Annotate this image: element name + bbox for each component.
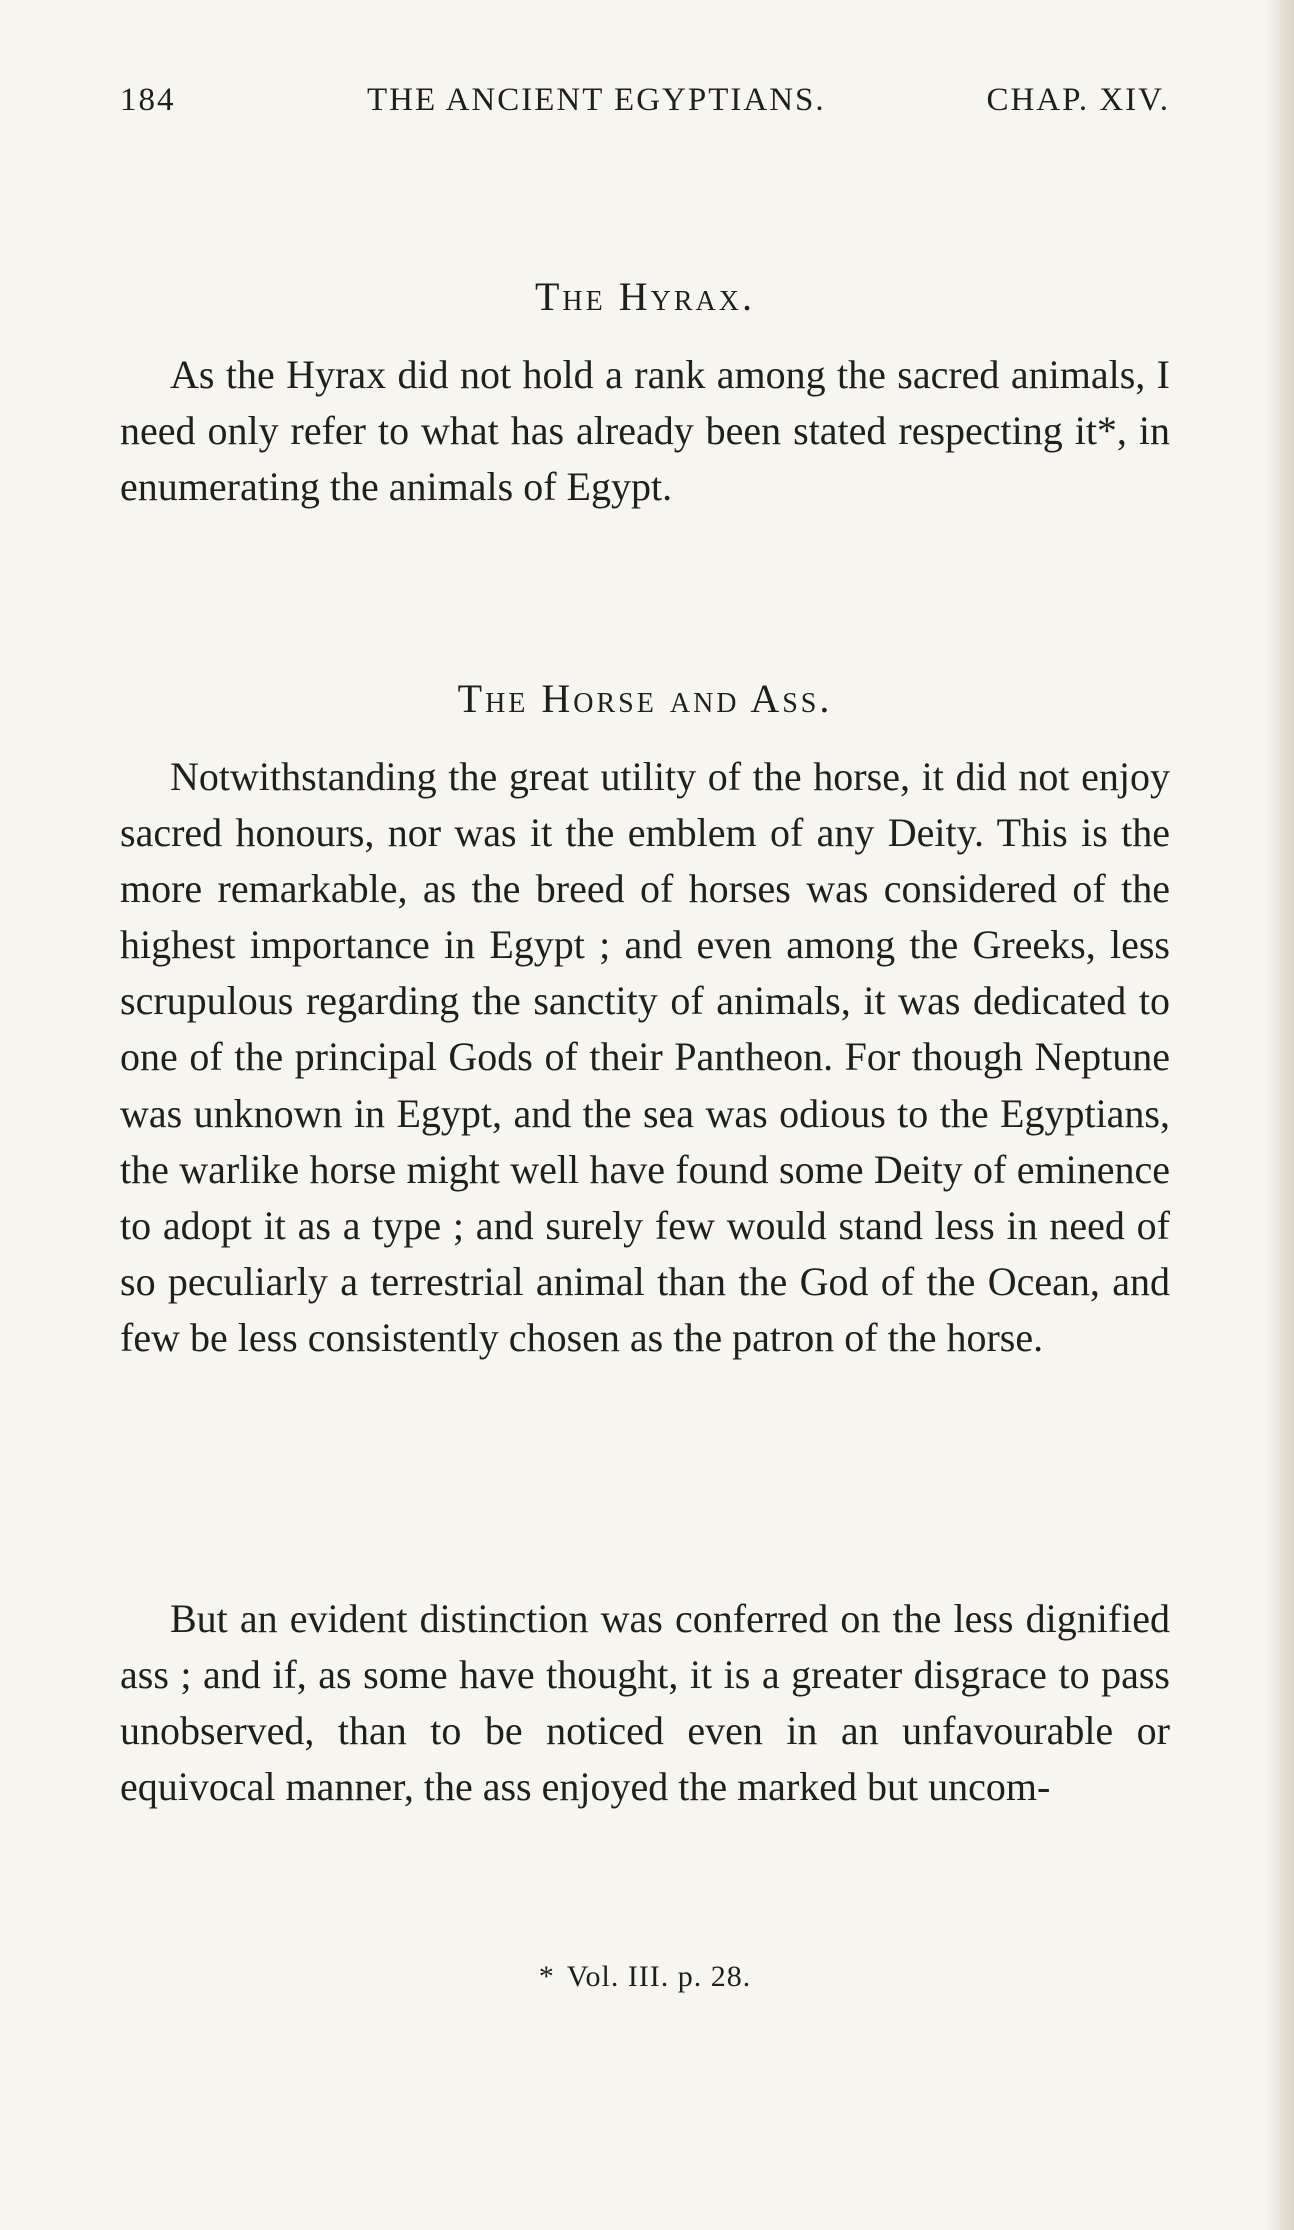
paragraph-horse: Notwithstanding the great utility of the horse, it did not enjoy sacred honours, nor was it the emblem of any Deity. This is the more remarkable, as the breed of horses was considered of the highest importance in Egypt ; and even among the Greeks, less scrupulous regarding the sanctity of animals, it was dedicated to one of the principal Gods of their Pantheon. For though Neptune was unknown in Egypt, and the sea was odious to the Egyptians, the warlike horse might well have found some Deity of eminence to adopt it as a type ; and surely few would stand less in need of so peculiarly a terrestrial animal than the God of the Ocean, and few be less consistently chosen as the patron of the horse. bbox=[120, 754, 1170, 1360]
footnote bbox=[120, 1960, 1170, 1994]
chapter-label: CHAP. XIV. bbox=[986, 82, 1170, 118]
section-heading-horse-and-ass: The Horse and Ass. bbox=[457, 676, 833, 721]
running-head bbox=[120, 82, 1170, 130]
book-title: THE ANCIENT EGYPTIANS. bbox=[367, 82, 826, 118]
page-edge-shadow bbox=[1266, 0, 1294, 2230]
page-number: 184 bbox=[120, 82, 176, 118]
footnote-marker: * bbox=[538, 1960, 555, 1993]
footnote-text: Vol. III. p. 28. bbox=[566, 1960, 752, 1993]
paragraph-ass: But an evident distinction was conferred on the less dignified ass ; and if, as some have thought, it is a greater disgrace to pass unobserved, than to be noticed even in an unfavourable or equivocal manner, the ass enjoyed the marked but uncom- bbox=[120, 1596, 1170, 1810]
paragraph-hyrax: As the Hyrax did not hold a rank among the sacred animals, I need only refer to what has already been stated respecting it*, in enumerating the animals of Egypt. bbox=[120, 352, 1170, 510]
section-heading-hyrax: The Hyrax. bbox=[535, 274, 755, 319]
